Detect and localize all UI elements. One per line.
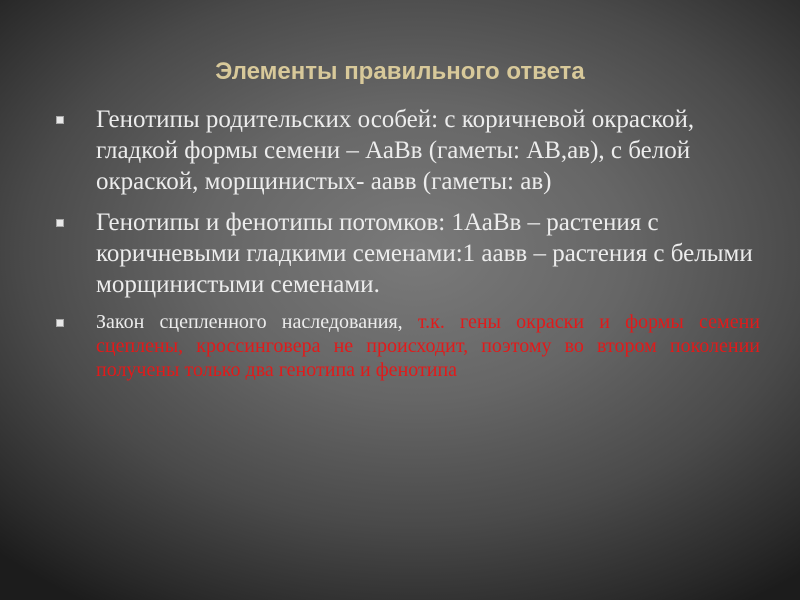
bullet-text: Генотипы и фенотипы потомков: 1АаВв – растения с коричневыми гладкими семенами:1 аавв – растения с белыми морщинистыми семенами. (96, 209, 753, 298)
bullet-marker-icon (56, 116, 64, 124)
bullet-text-highlight: т.к. гены окраски и формы семени сцеплены, кроссинговера не происходит, поэтому во втором поколении получены только два генотипа и фенотипа (96, 311, 760, 381)
bullet-item-offspring-genotypes (52, 207, 760, 300)
slide-title: Элементы правильного ответа (215, 58, 585, 85)
bullet-marker-icon (56, 219, 64, 227)
bullet-text: Закон сцепленного наследования, (96, 311, 418, 333)
bullet-marker-icon (56, 319, 64, 327)
bullet-text: Генотипы родительских особей: с коричневой окраской, гладкой формы семени – АаВв (гаметы: АВ,ав), с белой окраской, морщинистых- аавв (гаметы: ав) (96, 106, 695, 195)
bullet-item-parent-genotypes (52, 104, 760, 197)
bullet-item-linked-inheritance-law (52, 310, 760, 382)
bullet-list (52, 104, 760, 382)
